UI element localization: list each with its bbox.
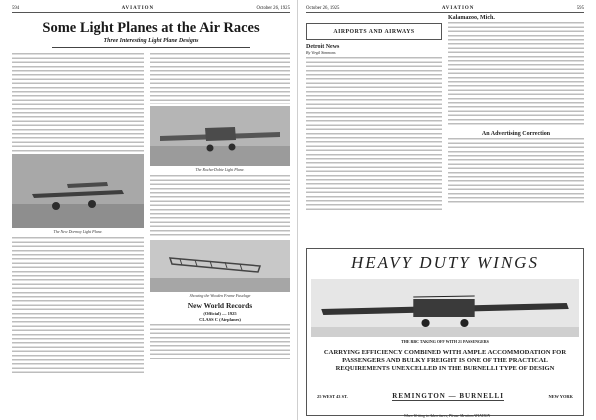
article-title: Some Light Planes at the Air Races (42, 20, 260, 36)
section-title: AIRPORTS AND AIRWAYS (306, 23, 442, 40)
ad-headline: HEAVY DUTY WINGS (351, 253, 539, 272)
wooden-frame-caption: Showing the Wooden Frame Fuselage (189, 293, 251, 298)
left-running-head (12, 6, 290, 13)
right-page (298, 0, 596, 420)
correction-heading: An Advertising Correction (481, 131, 551, 137)
article-text-block (12, 236, 144, 373)
article-subtitle: Three Interesting Light Plane Designs (103, 38, 199, 44)
rocha-plane-photo (150, 106, 290, 166)
right-page-number: 595 (576, 6, 584, 11)
ad-photo-caption: THE RBC TAKING OFF WITH 21 PASSENGERS (401, 339, 489, 344)
title-rule (52, 47, 250, 48)
ad-city: NEW YORK (548, 394, 573, 399)
kalamazoo-column (448, 13, 584, 211)
dormoy-plane-photo (12, 154, 144, 228)
records-heading: New World Records (187, 301, 253, 310)
airports-column (306, 13, 442, 211)
wooden-frame-photo (150, 240, 290, 292)
kalamazoo-heading: Kalamazoo, Mich. (448, 15, 495, 21)
left-issue-date: October 26, 1925 (256, 6, 290, 11)
article-text-block (12, 52, 144, 152)
left-column (12, 52, 144, 373)
right-running-head (306, 6, 584, 13)
detroit-text-block (306, 56, 442, 211)
detroit-heading: Detroit News (306, 44, 340, 50)
ad-company-line (317, 392, 573, 401)
records-date: (Official) — 1925 (203, 311, 237, 316)
article-text-block (150, 52, 290, 104)
dormoy-photo-caption: The New Dormoy Light Plane. (53, 229, 103, 234)
left-page-number: 594 (12, 6, 20, 11)
detroit-byline: By Virgil Simmons (306, 50, 336, 55)
kalamazoo-text-block (448, 21, 584, 127)
ad-tagline: CARRYING EFFICIENCY COMBINED WITH AMPLE ACCOMMODATION FOR PASSENGERS AND BULKY FREIGHT IS ONE OF THE PRACTICAL REQUIREMENTS UNEXCELLED IN THE BURNELLI TYPE OF DESIGN (323, 349, 567, 373)
ad-company-name: REMINGTON — BURNELLI (392, 392, 504, 400)
ad-address: 25 WEST 43 ST. (317, 394, 348, 399)
left-magazine-name: AVIATION (121, 6, 155, 11)
rocha-photo-caption: The Rocha-Dobie Light Plane. (195, 167, 245, 172)
right-column (150, 52, 290, 373)
right-magazine-name: AVIATION (441, 6, 475, 11)
records-text-block (150, 323, 290, 359)
right-issue-date: October 26, 1925 (306, 6, 340, 11)
advertiser-footer: When Writing to Advertisers, Please Mention AVIATION (403, 414, 491, 418)
correction-text-block (448, 137, 584, 203)
article-text-block (150, 174, 290, 238)
burnelli-advertisement (306, 248, 584, 416)
ad-airplane-photo (311, 279, 579, 337)
records-class: CLASS C (Airplanes) (199, 317, 241, 322)
